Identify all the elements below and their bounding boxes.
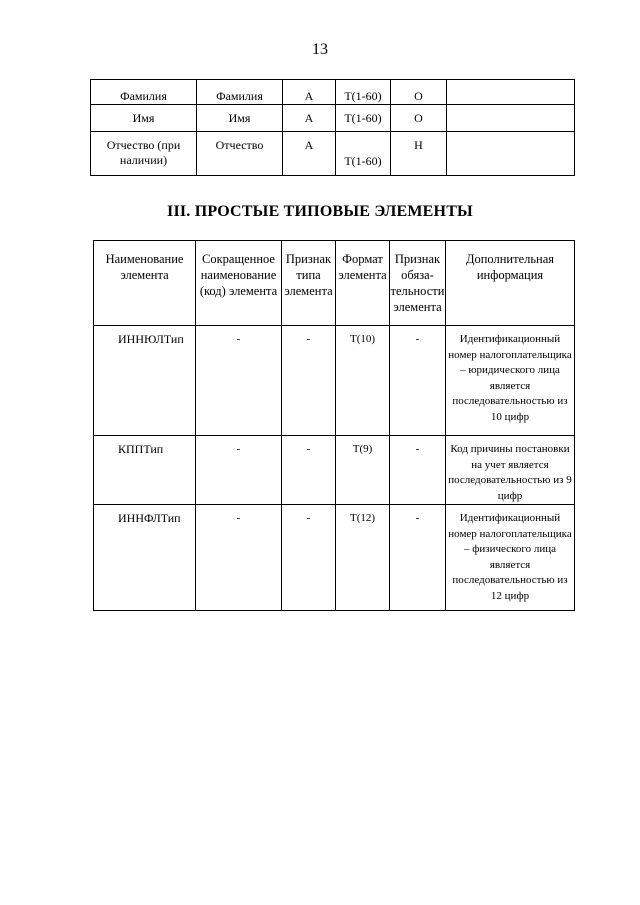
element-name-cell: Отчество (при наличии)	[91, 132, 197, 176]
type-code-cell: -	[196, 326, 282, 436]
element-type-cell: А	[283, 132, 336, 176]
type-info-cell: Код причины постановки на учет является последовательностью из 9 цифр	[446, 436, 575, 505]
type-code-cell: -	[196, 505, 282, 611]
type-name-cell: ИННЮЛТип	[94, 326, 196, 436]
type-name-cell: ИННФЛТип	[94, 505, 196, 611]
page-number: 13	[312, 41, 328, 58]
element-info-cell	[447, 105, 575, 132]
element-code-cell: Отчество	[197, 132, 283, 176]
column-header-format: Формат элемента	[336, 241, 390, 326]
element-code-cell: Фамилия	[197, 80, 283, 105]
element-format-cell: T(1-60)	[336, 80, 391, 105]
type-format-cell: T(10)	[336, 326, 390, 436]
personal-name-table	[90, 79, 575, 176]
column-header-required: Признак обяза-тельности элемента	[390, 241, 446, 326]
element-name-cell: Имя	[91, 105, 197, 132]
type-code-cell: -	[196, 436, 282, 505]
element-format-cell: T(1-60)	[336, 105, 391, 132]
table-row	[91, 132, 575, 176]
type-required-cell: -	[390, 436, 446, 505]
element-code-cell: Имя	[197, 105, 283, 132]
type-format-cell: T(12)	[336, 505, 390, 611]
element-type-cell: А	[283, 80, 336, 105]
type-name-cell: КППТип	[94, 436, 196, 505]
table-row	[94, 505, 575, 611]
element-type-cell: А	[283, 105, 336, 132]
element-required-cell: Н	[391, 132, 447, 176]
table-row	[91, 105, 575, 132]
type-info-cell: Идентификационный номер налогоплательщика – юридического лица является последовательностью из 10 цифр	[446, 326, 575, 436]
type-required-cell: -	[390, 505, 446, 611]
column-header-element-name: Наименование элемента	[94, 241, 196, 326]
column-header-info: Дополнительная информация	[446, 241, 575, 326]
table-row	[91, 80, 575, 105]
type-format-cell: T(9)	[336, 436, 390, 505]
element-required-cell: О	[391, 80, 447, 105]
column-header-code: Сокращенное наименование (код) элемента	[196, 241, 282, 326]
element-name-cell: Фамилия	[91, 80, 197, 105]
table-row	[94, 436, 575, 505]
type-kind-cell: -	[282, 505, 336, 611]
element-format-cell: T(1-60)	[336, 132, 391, 176]
table-row	[94, 326, 575, 436]
column-header-type: Признак типа элемента	[282, 241, 336, 326]
type-kind-cell: -	[282, 436, 336, 505]
type-required-cell: -	[390, 326, 446, 436]
table-header-row	[94, 241, 575, 326]
element-required-cell: О	[391, 105, 447, 132]
section-title: III. ПРОСТЫЕ ТИПОВЫЕ ЭЛЕМЕНТЫ	[167, 203, 473, 220]
type-info-cell: Идентификационный номер налогоплательщика – физического лица является последовательностью из 12 цифр	[446, 505, 575, 611]
element-info-cell	[447, 132, 575, 176]
simple-types-table	[93, 240, 575, 611]
element-info-cell	[447, 80, 575, 105]
type-kind-cell: -	[282, 326, 336, 436]
